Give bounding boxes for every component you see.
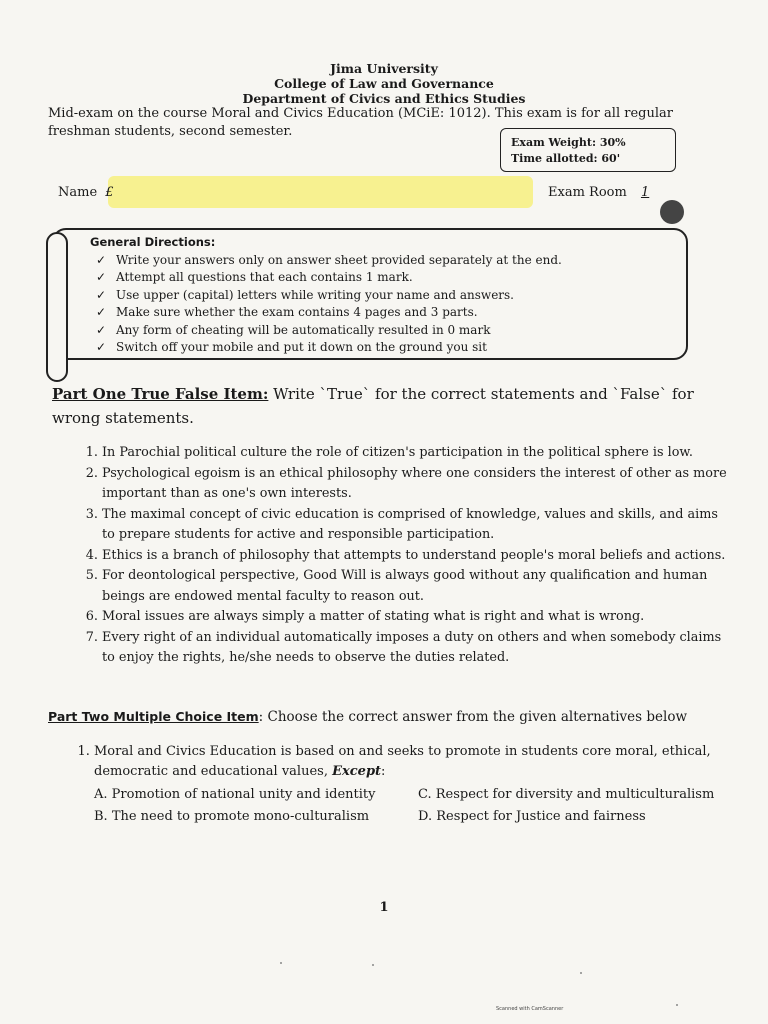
directions-title: General Directions:	[90, 235, 216, 249]
mc-stem: Moral and Civics Education is based on and seeks to promote in students core moral, ethical, democratic and educational values,	[94, 744, 711, 779]
tf-question: 3. The maximal concept of civic education is comprised of knowledge, values and skills, and aims to prepare students for active and responsible participation.	[102, 505, 728, 546]
multiple-choice-list	[72, 742, 762, 828]
scroll-roll-icon	[46, 232, 68, 382]
scan-speck	[372, 964, 374, 966]
exam-room-label: Exam Room	[548, 185, 627, 200]
exam-intro: Mid-exam on the course Moral and Civics Education (MCiE: 1012). This exam is for all regular freshman students, second semester.	[48, 106, 673, 139]
name-label: Name	[58, 185, 98, 200]
direction-item: ✓ Attempt all questions that each contains 1 mark.	[116, 269, 670, 287]
scan-speck	[676, 1004, 678, 1006]
mc-option-b: B. The need to promote mono-culturalism	[94, 809, 370, 824]
tf-question: 6. Moral issues are always simply a matter of stating what is right and what is wrong.	[102, 607, 728, 628]
tf-question: 2. Psychological egoism is an ethical philosophy where one considers the interest of other as more important than as one's own interests.	[102, 464, 728, 505]
mc-options	[72, 784, 762, 828]
name-row	[58, 185, 698, 205]
part-one-heading	[52, 382, 732, 430]
mc-option-c: C. Respect for diversity and multiculturalism	[418, 787, 715, 802]
scan-speck	[580, 972, 582, 974]
direction-item: ✓ Make sure whether the exam contains 4 pages and 3 parts.	[116, 304, 670, 322]
scan-speck	[280, 962, 282, 964]
mc-option-a: A. Promotion of national unity and identity	[94, 787, 376, 802]
part-two-instruction: : Choose the correct answer from the given alternatives below	[258, 709, 688, 725]
college-name: College of Law and Governance	[274, 76, 494, 91]
page-number: 1	[379, 900, 389, 915]
exam-room-group	[548, 185, 649, 200]
mc-option-d: D. Respect for Justice and fairness	[418, 809, 646, 824]
general-directions	[90, 234, 670, 357]
part-one-instruction: Write `True` for the correct statements and `False` for wrong statements.	[52, 385, 694, 427]
exam-room-value: 1	[640, 185, 650, 200]
direction-item: ✓ Switch off your mobile and put it down on the ground you sit	[116, 339, 670, 357]
mc-question	[94, 742, 762, 782]
exam-info-box	[500, 128, 676, 172]
tf-question: 7. Every right of an individual automatically imposes a duty on others and when somebody claims to enjoy the rights, he/she needs to observe the duties related.	[102, 628, 728, 669]
scroll-curl-icon	[660, 200, 684, 224]
direction-item: ✓ Use upper (capital) letters while writing your name and answers.	[116, 287, 670, 305]
direction-item: ✓ Write your answers only on answer sheet provided separately at the end.	[116, 252, 670, 270]
tf-question: 1. In Parochial political culture the role of citizen's participation in the political sphere is low.	[102, 443, 728, 464]
part-two-title: Part Two Multiple Choice Item	[48, 709, 259, 724]
mc-stem-emphasis: Except	[332, 764, 382, 779]
name-value: £	[105, 185, 114, 200]
department-name: Department of Civics and Ethics Studies	[242, 91, 526, 106]
part-one-title: Part One True False Item:	[52, 385, 269, 403]
true-false-list	[76, 443, 728, 669]
directions-list	[90, 252, 670, 357]
mc-stem-end: :	[381, 764, 386, 779]
tf-question: 5. For deontological perspective, Good Will is always good without any qualification and human beings are endowed mental faculty to reason out.	[102, 566, 728, 607]
scanner-watermark: Scanned with CamScanner	[496, 1006, 564, 1012]
direction-item: ✓ Any form of cheating will be automatically resulted in 0 mark	[116, 322, 670, 340]
exam-time: Time allotted: 60'	[511, 152, 621, 165]
tf-question: 4. Ethics is a branch of philosophy that attempts to understand people's moral beliefs and actions.	[102, 546, 728, 567]
part-two-heading	[48, 707, 748, 727]
university-name: Jima University	[330, 61, 438, 76]
exam-weight: Exam Weight: 30%	[511, 136, 626, 149]
